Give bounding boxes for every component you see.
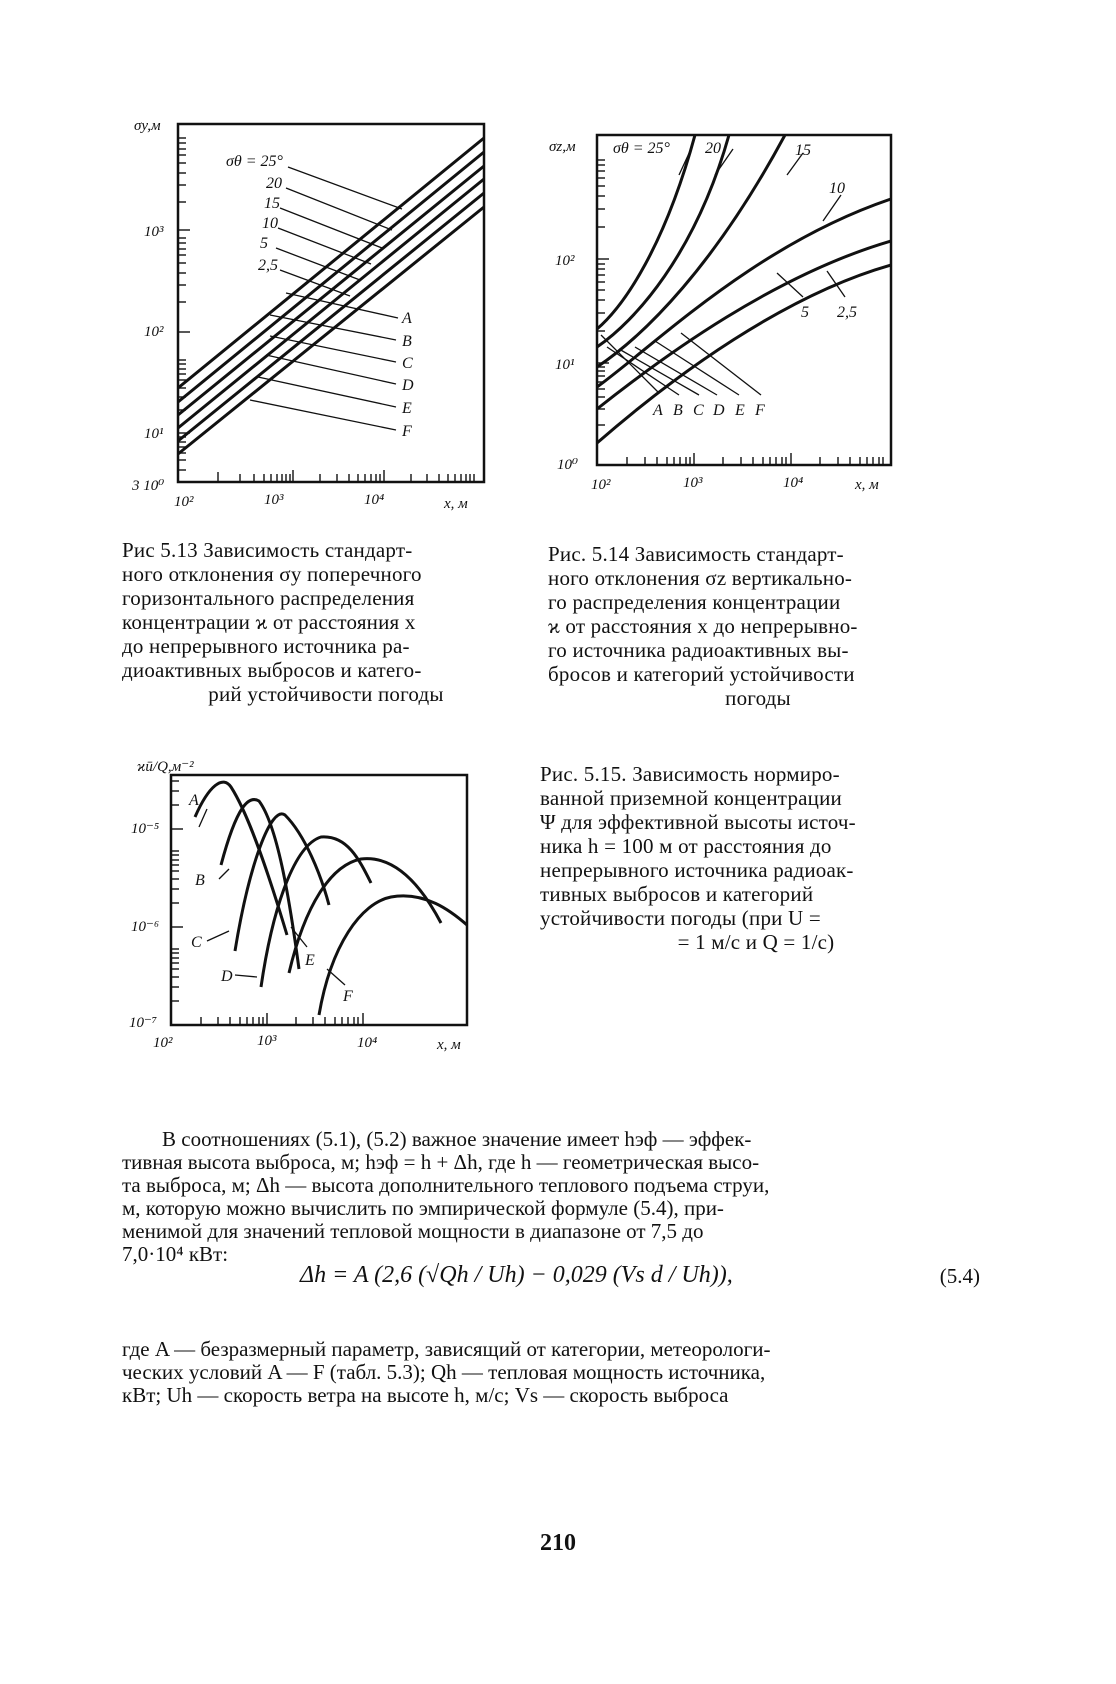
fig513-caption-line-1: ного отклонения σy поперечного [122, 562, 422, 586]
fig513-param-label-5: 2,5 [258, 257, 278, 274]
fig513-x-minor-ticks [218, 470, 474, 482]
fig515-curve-C [235, 814, 329, 951]
fig513-category-C: C [402, 355, 413, 372]
fig515-category-D: D [221, 968, 233, 985]
fig514-caption-line-4: го источника радиоактивных вы- [548, 638, 849, 662]
fig513-y-tick-0: 3 10⁰ [132, 478, 165, 494]
fig513-param-label-1: 20 [266, 175, 282, 192]
fig515-caption-line-7: = 1 м/с и Q = 1/с) [677, 930, 835, 954]
paragraph-1-line-0: В соотношениях (5.1), (5.2) важное значение имеет hэф — эффек- [162, 1127, 752, 1151]
fig515-caption-line-6: устойчивости погоды (при U = [540, 906, 821, 930]
fig514-caption-line-1: ного отклонения σz вертикально- [548, 566, 853, 590]
fig513-caption-line-5: диоактивных выбросов и катего- [122, 658, 422, 682]
page-number: 210 [540, 1530, 576, 1556]
fig515-y-axis-label: ϰū/Q,м⁻² [137, 759, 194, 775]
fig514-y-tick-0: 10⁰ [557, 457, 579, 473]
fig514-y-tick-1: 10¹ [555, 357, 575, 373]
fig513-caption-line-4: до непрерывного источника ра- [122, 634, 410, 658]
fig513-x-tick-0: 10² [174, 494, 194, 510]
fig515-category-A: A [189, 792, 199, 809]
fig514-curves [597, 135, 891, 443]
fig514-caption-line-6: погоды [725, 686, 791, 710]
fig513-category-B: B [402, 333, 412, 350]
fig514-caption-line-3: ϰ от расстояния x до непрерывно- [548, 614, 858, 638]
fig514-param-label-3: 10 [829, 180, 845, 197]
paragraph-2-line-1: ческих условий A — F (табл. 5.3); Qh — тепловая мощность источника, [122, 1360, 766, 1384]
fig513-y-tick-1: 10¹ [144, 426, 164, 442]
fig514-category-E: E [735, 402, 745, 419]
fig515-caption-line-4: непрерывного источника радиоак- [540, 858, 854, 882]
paragraph-1 [122, 1128, 980, 1266]
fig514-x-tick-2: 10⁴ [783, 475, 804, 491]
fig514-x-axis-label: x, м [855, 477, 879, 493]
fig513-category-A: A [402, 310, 412, 327]
fig515-curve-F [319, 896, 467, 1015]
paragraph-1-line-4: менимой для значений тепловой мощности в диапазоне от 7,5 до [122, 1219, 704, 1243]
paragraph-1-line-1: тивная высота выброса, м; hэф = h + Δh, где h — геометрическая высо- [122, 1150, 760, 1174]
figure-5-13 [130, 110, 530, 530]
fig513-lines [178, 138, 484, 454]
fig514-param-label-2: 15 [795, 142, 811, 159]
fig514-param-leaders [679, 149, 845, 297]
fig514-caption-line-0: Рис. 5.14 Зависимость стандарт- [548, 542, 844, 566]
fig515-x-tick-2: 10⁴ [357, 1035, 378, 1051]
fig514-category-F: F [755, 402, 765, 419]
fig514-y-tick-2: 10² [555, 253, 575, 269]
fig513-line-5 [178, 193, 484, 441]
fig514-y-axis-label: σz,м [549, 139, 576, 155]
fig513-param-label-3: 10 [262, 215, 278, 232]
fig515-x-minor-ticks [201, 1013, 363, 1025]
fig515-caption-line-5: тивных выбросов и категорий [540, 882, 814, 906]
paragraph-2-line-2: кВт; Uh — скорость ветра на высоте h, м/с; Vs — скорость выброса [122, 1383, 729, 1407]
fig513-y-tick-3: 10³ [144, 224, 164, 240]
fig513-line-20 [178, 152, 484, 402]
fig513-line-25 [178, 138, 484, 388]
fig514-category-B: B [673, 402, 683, 419]
figure-5-14 [549, 125, 955, 525]
figure-5-15 [125, 755, 505, 1065]
fig513-x-tick-1: 10³ [264, 492, 284, 508]
fig515-x-axis-label: x, м [437, 1037, 461, 1053]
fig515-caption-line-3: ника h = 100 м от расстояния до [540, 834, 832, 858]
fig515-caption-line-0: Рис. 5.15. Зависимость нормиро- [540, 762, 840, 786]
fig515-caption-line-2: Ψ для эффективной высоты источ- [540, 810, 856, 834]
fig514-curve-20 [597, 135, 729, 347]
fig513-param-label-2: 15 [264, 195, 280, 212]
fig514-param-label-5: 2,5 [837, 304, 857, 321]
fig514-caption-line-2: го распределения концентрации [548, 590, 841, 614]
fig513-category-E: E [402, 400, 412, 417]
fig513-y-tick-2: 10² [144, 324, 164, 340]
fig514-x-minor-ticks [627, 453, 883, 465]
fig513-line-15 [178, 166, 484, 415]
fig514-curve-5 [597, 241, 891, 409]
fig513-caption-line-2: горизонтального распределения [122, 586, 415, 610]
paragraph-2 [122, 1338, 980, 1407]
fig515-y-minor-ticks [171, 781, 183, 1001]
fig514-category-A: A [653, 402, 663, 419]
fig515-x-tick-1: 10³ [257, 1033, 277, 1049]
paragraph-1-line-2: та выброса, м; Δh — высота дополнительного теплового подъема струи, [122, 1173, 770, 1197]
formula-5-4 [300, 1262, 980, 1289]
fig514-category-D: D [713, 402, 725, 419]
fig513-caption [122, 538, 530, 706]
fig513-caption-line-0: Рис 5.13 Зависимость стандарт- [122, 538, 413, 562]
paragraph-1-line-3: м, которую можно вычислить по эмпирической формуле (5.4), при- [122, 1196, 724, 1220]
fig514-caption-line-5: бросов и категорий устойчивости [548, 662, 855, 686]
fig515-caption [540, 762, 972, 954]
fig513-caption-line-3: концентрации ϰ от расстояния x [122, 610, 416, 634]
fig515-curves [195, 782, 467, 1015]
formula-number: (5.4) [939, 1264, 980, 1288]
fig513-category-leaders [250, 293, 398, 430]
fig513-x-tick-2: 10⁴ [364, 492, 385, 508]
fig514-x-tick-0: 10² [591, 477, 611, 493]
fig514-x-tick-1: 10³ [683, 475, 703, 491]
fig514-param-label-1: 20 [705, 140, 721, 157]
fig515-category-F: F [343, 988, 353, 1005]
fig514-curve-15 [597, 135, 785, 367]
fig514-curve-10 [597, 199, 891, 387]
fig514-param-label-0: σθ = 25° [613, 140, 670, 157]
fig513-param-label-0: σθ = 25° [226, 153, 283, 170]
fig515-x-tick-0: 10² [153, 1035, 173, 1051]
paragraph-1-line-5: 7,0·10⁴ кВт: [122, 1242, 229, 1266]
fig515-category-B: B [195, 872, 205, 889]
fig515-category-E: E [305, 952, 315, 969]
fig514-caption [548, 542, 968, 710]
fig515-caption-line-1: ванной приземной концентрации [540, 786, 842, 810]
fig513-caption-line-6: рий устойчивости погоды [208, 682, 444, 706]
paragraph-2-line-0: где A — безразмерный параметр, зависящий от категории, метеорологи- [122, 1337, 771, 1361]
fig513-x-axis-label: x, м [444, 496, 468, 512]
fig513-category-D: D [402, 377, 414, 394]
fig513-y-axis-label: σy,м [134, 118, 161, 134]
fig513-category-F: F [402, 423, 412, 440]
fig513-param-label-4: 5 [260, 235, 268, 252]
fig515-category-C: C [191, 934, 202, 951]
fig515-y-tick-1: 10⁻⁶ [131, 919, 160, 935]
formula-expression: Δh = A (2,6 (√Qh / Uh) − 0,029 (Vs d / Uh)), [300, 1262, 733, 1288]
fig515-y-tick-2: 10⁻⁵ [131, 821, 160, 837]
fig514-param-label-4: 5 [801, 304, 809, 321]
fig514-category-C: C [693, 402, 704, 419]
fig515-y-tick-0: 10⁻⁷ [129, 1015, 158, 1031]
